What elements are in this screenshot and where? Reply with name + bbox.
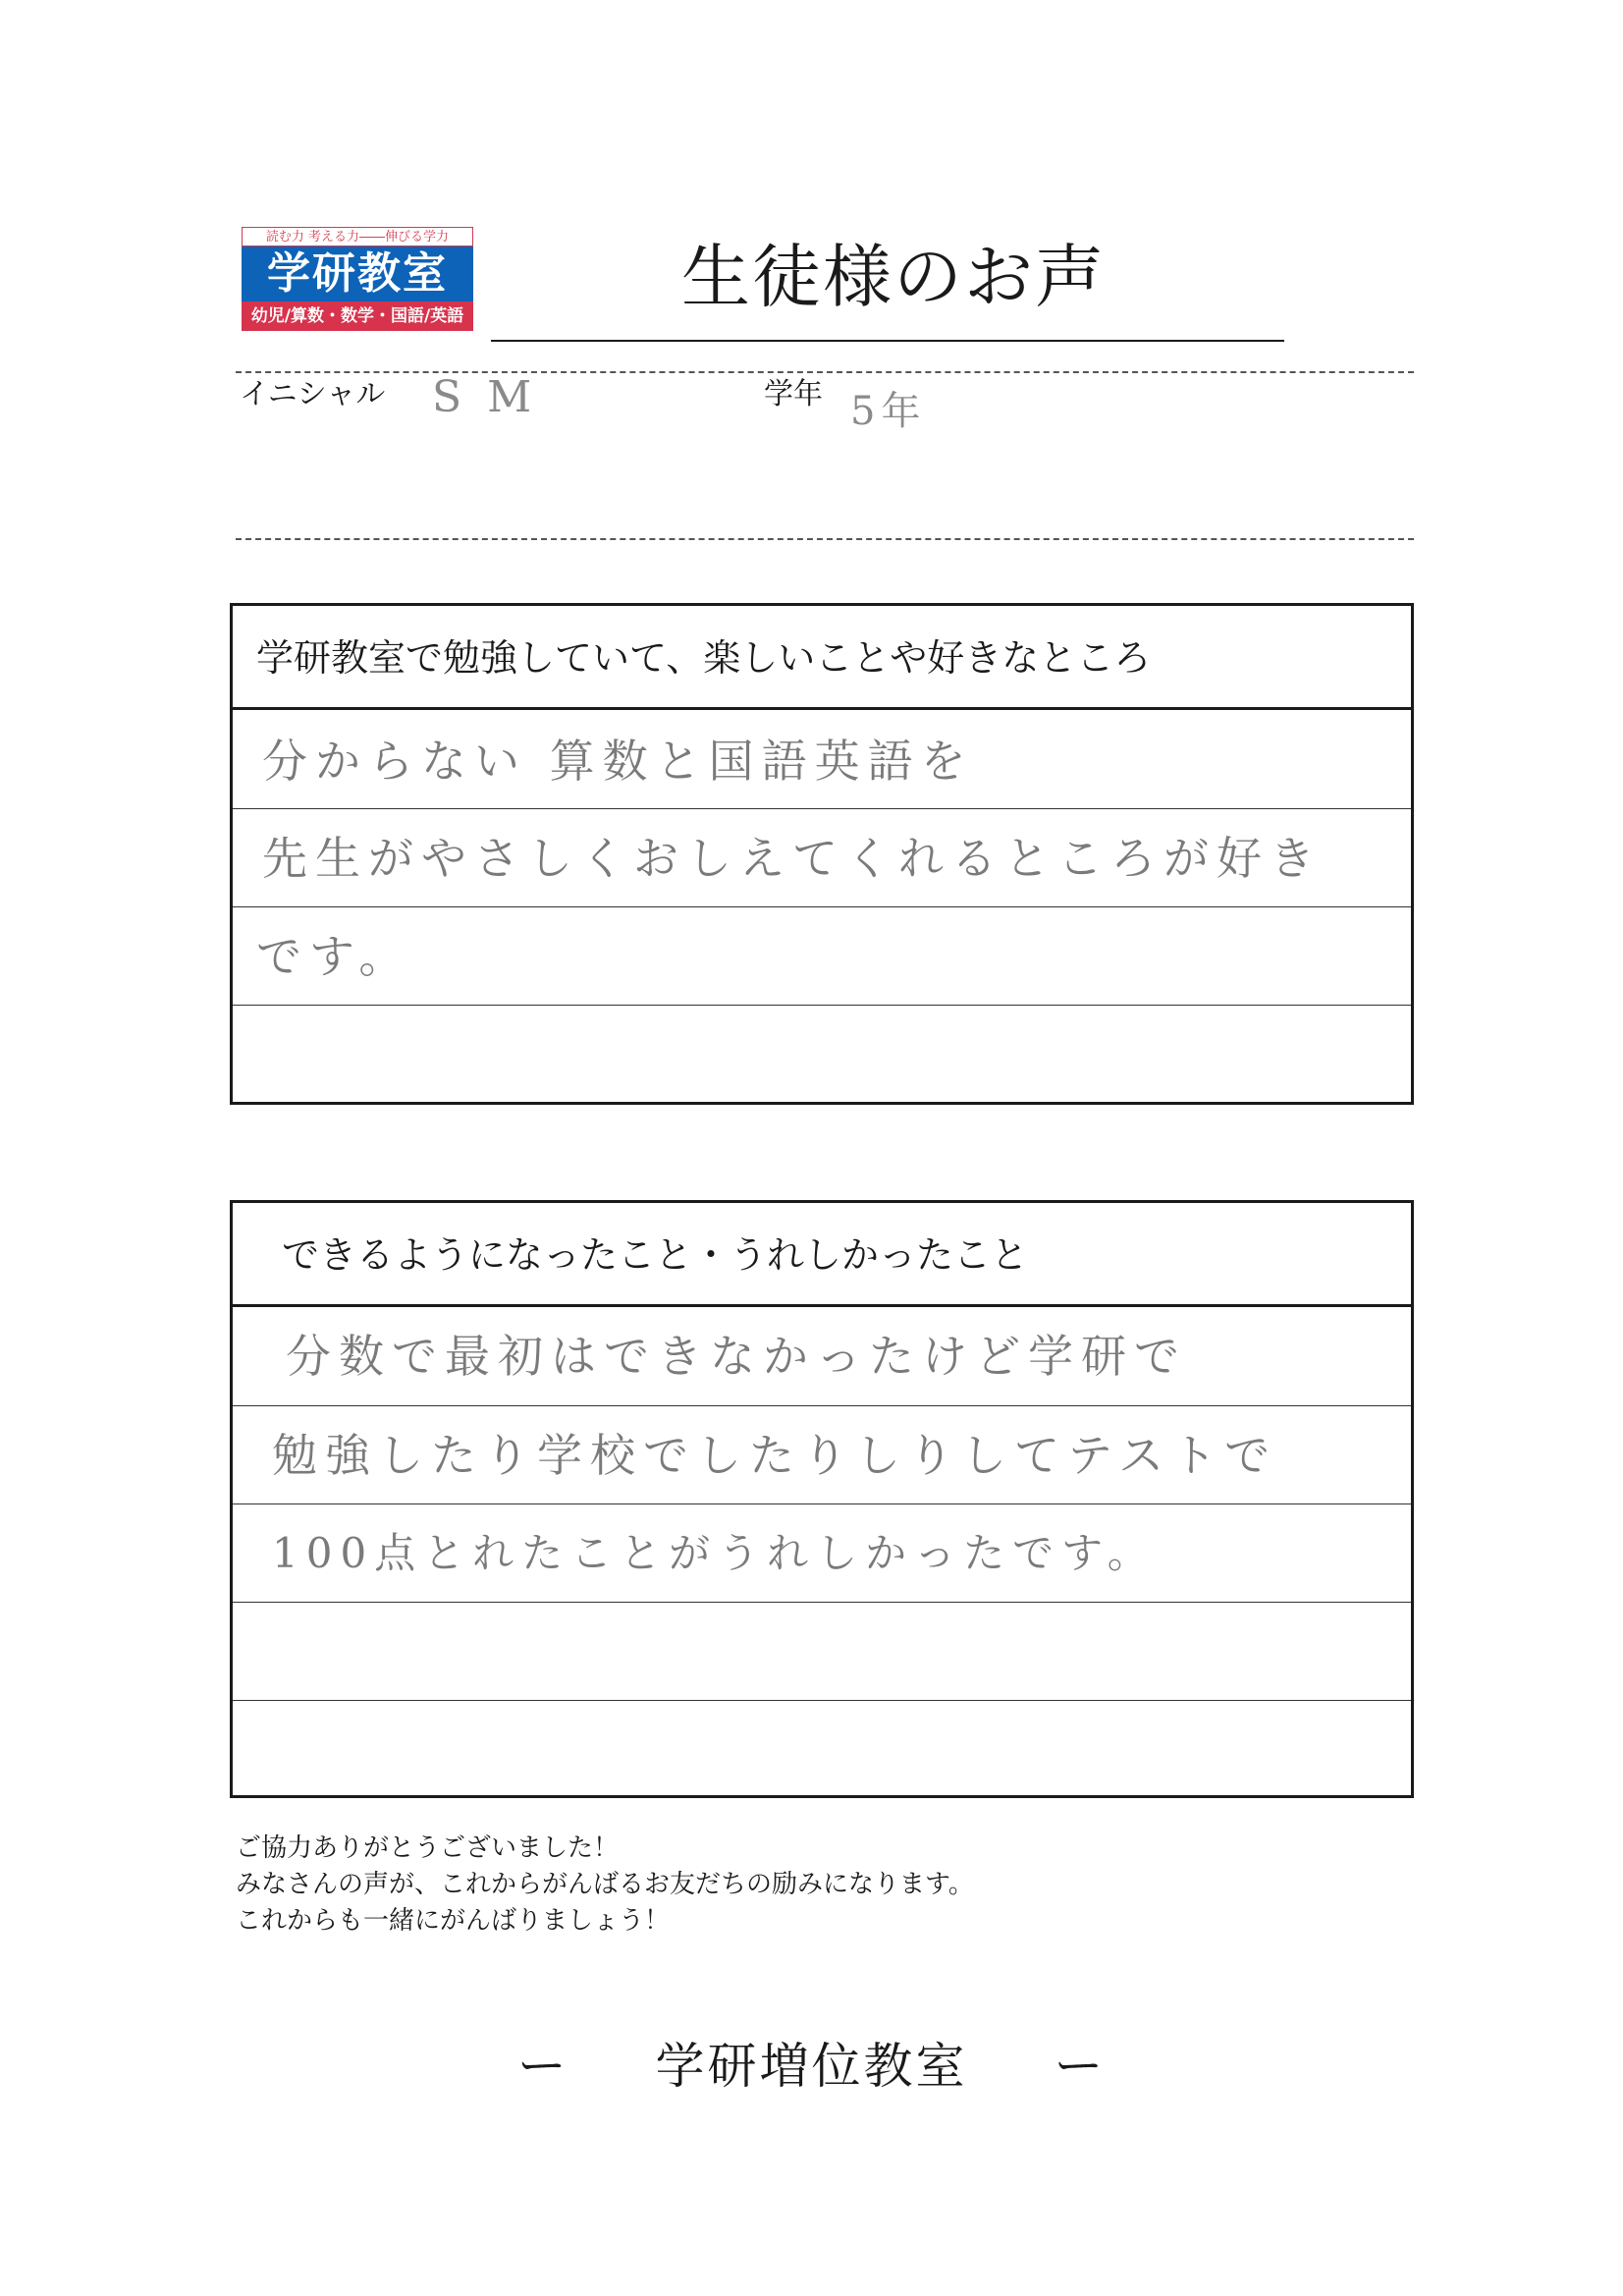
closing-line-3: これからも一緒にがんばりましょう！	[236, 1906, 671, 1936]
enjoyment-line	[233, 710, 1411, 809]
achievement-text-3: 100点とれたことがうれしかったです。	[272, 1529, 1157, 1577]
achievement-line	[233, 1504, 1411, 1603]
enjoyment-text-2: 先生がやさしくおしえてくれるところが好き	[262, 832, 1323, 885]
logo-brand: 学研教室	[242, 246, 473, 301]
logo-tagline: 読む力 考える力――伸びる学力	[242, 227, 473, 246]
achievement-box	[230, 1200, 1414, 1798]
grade-value: 5年	[850, 389, 927, 434]
grade-label: 学年	[764, 377, 823, 411]
enjoyment-heading: 学研教室で勉強していて、楽しいことや好きなところ	[233, 606, 1411, 710]
achievement-line	[233, 1701, 1411, 1795]
achievement-text-2: 勉強したり学校でしたりしりしてテストで	[272, 1429, 1278, 1482]
title-underline	[491, 340, 1284, 342]
footer-dash-right: ー	[1054, 2038, 1107, 2095]
enjoyment-line	[233, 1006, 1411, 1102]
initial-value: S M	[432, 372, 538, 422]
achievement-line	[233, 1307, 1411, 1406]
closing-line-2: みなさんの声が、これからがんばるお友だちの励みになります。	[236, 1870, 974, 1899]
achievement-line	[233, 1406, 1411, 1504]
logo-subjects: 幼児/算数・数学・国語/英語	[242, 301, 473, 331]
enjoyment-box	[230, 603, 1414, 1105]
initial-label: イニシャル	[240, 377, 386, 411]
closing-message	[236, 1831, 974, 1940]
page-title: 生徒様のお声	[681, 237, 1106, 317]
closing-line-1: ご協力ありがとうございました！	[236, 1833, 620, 1863]
achievement-text-1: 分数で最初はできなかったけど学研で	[286, 1330, 1187, 1383]
info-bottom-divider	[236, 538, 1414, 540]
info-top-divider	[236, 371, 1414, 373]
enjoyment-text-1: 分からない 算数と国語英語を	[262, 735, 974, 788]
enjoyment-line	[233, 809, 1411, 907]
achievement-heading: できるようになったこと・うれしかったこと	[233, 1203, 1411, 1307]
achievement-line	[233, 1603, 1411, 1701]
brand-logo	[242, 227, 473, 343]
classroom-name: 学研増位教室	[655, 2038, 968, 2095]
footer-dash-left: ー	[516, 2038, 569, 2095]
enjoyment-line	[233, 907, 1411, 1006]
enjoyment-text-3: です。	[256, 930, 412, 983]
classroom-footer	[0, 2027, 1623, 2105]
